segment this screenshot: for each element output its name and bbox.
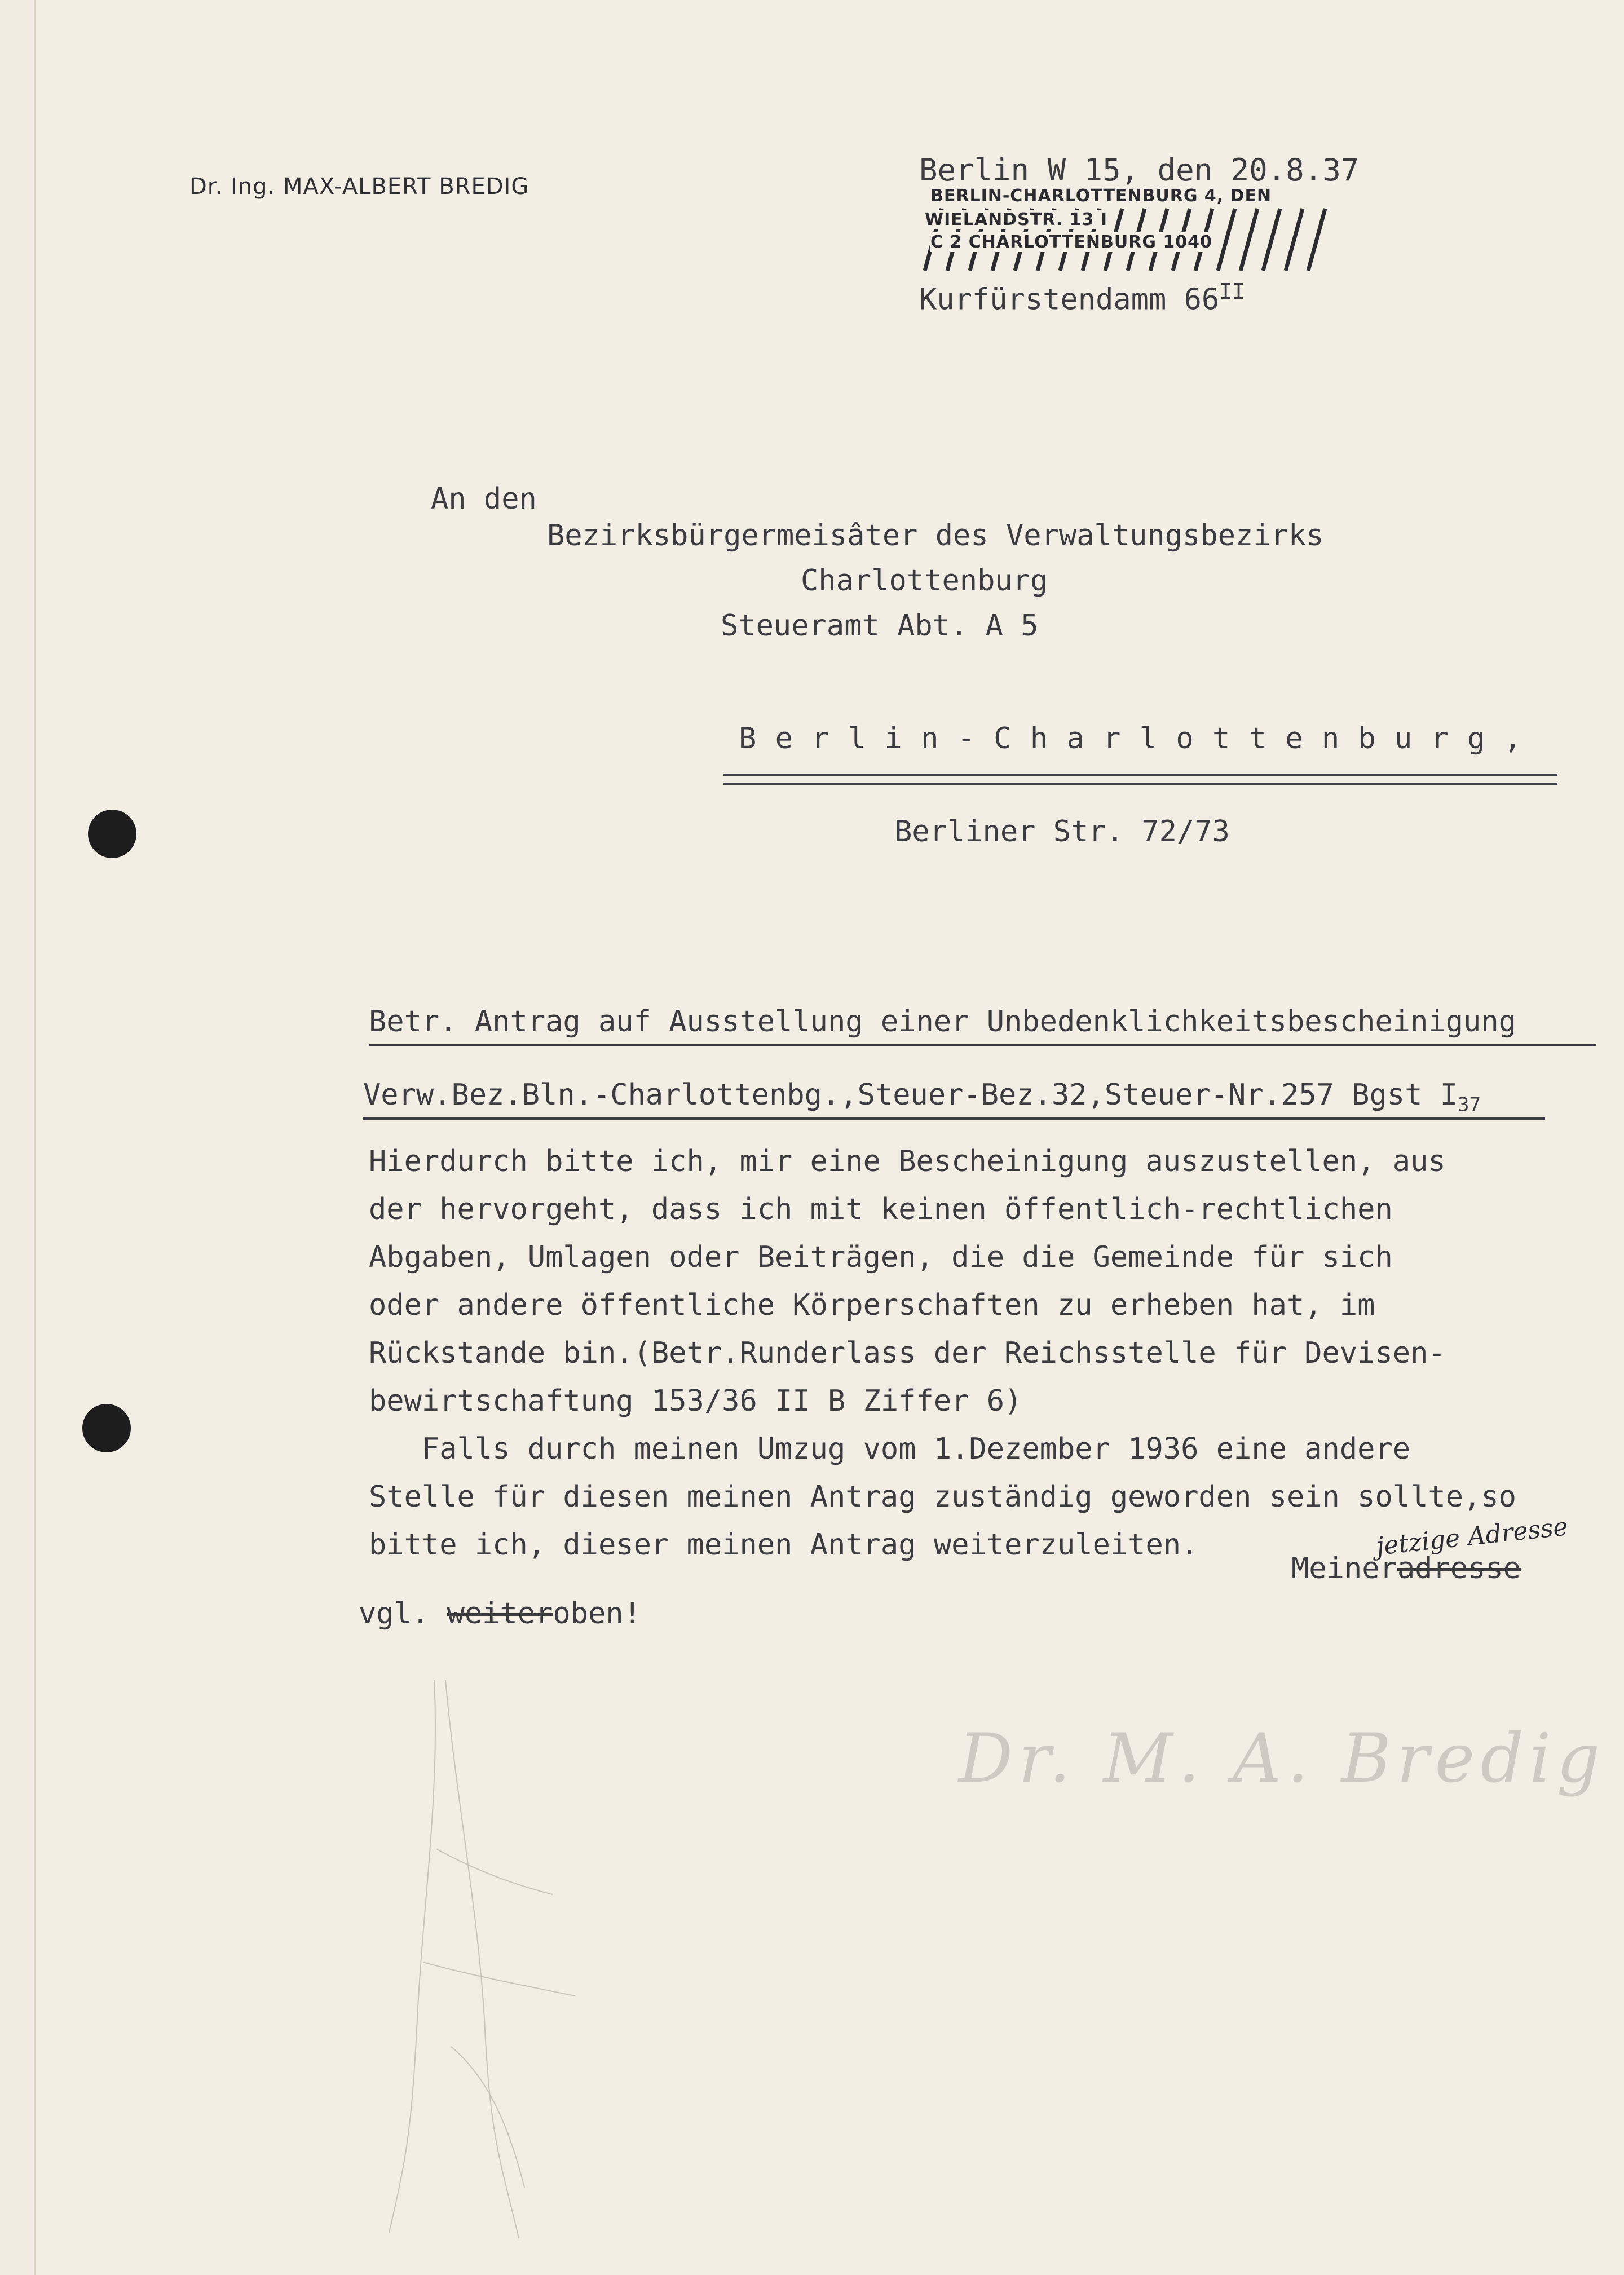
body-line: oder andere öffentliche Körperschaften zu erheben hat, im xyxy=(369,1288,1375,1322)
subject-line-2-text: Verw.Bez.Bln.-Charlottenbg.,Steuer-Bez.32,Steuer-Nr.257 Bgst I xyxy=(363,1078,1458,1112)
subject-line-2 xyxy=(363,1078,1481,1116)
punch-hole xyxy=(88,810,136,858)
subject-underline-2 xyxy=(363,1117,1545,1120)
pencil-sketch xyxy=(338,1680,733,2244)
footer-prefix: vgl. xyxy=(359,1597,447,1631)
new-address-street: Kurfürstendamm 66 xyxy=(919,282,1220,317)
punch-hole xyxy=(82,1404,131,1452)
stamp-line-3: C 2 CHARLOTTENBURG 1040 xyxy=(930,232,1212,252)
body-line: Stelle für diesen meinen Antrag zuständig geworden sein sollte,so xyxy=(369,1480,1516,1514)
recipient-line-3: Charlottenburg xyxy=(801,564,1048,598)
stamp-line-2: WIELANDSTR. 13 I xyxy=(925,210,1108,229)
signature: Dr. M. A. Bredig xyxy=(959,1720,1606,1798)
body-line: bitte ich, dieser meinen Antrag weiterzuleiten. xyxy=(369,1528,1199,1562)
body-line: Hierdurch bitte ich, mir eine Bescheinigung auszustellen, aus xyxy=(369,1145,1446,1178)
recipient-line-1: An den xyxy=(431,482,537,516)
recipient-line-4: Steueramt Abt. A 5 xyxy=(721,609,1039,643)
closing-meiner: Meiner xyxy=(1291,1552,1397,1585)
footer-struck: weiter xyxy=(447,1597,553,1631)
subject-line-2-suffix: 37 xyxy=(1458,1093,1481,1116)
body-line: Rückstande bin.(Betr.Runderlass der Reichsstelle für Devisen- xyxy=(369,1336,1446,1370)
footer-suffix: oben! xyxy=(553,1597,641,1631)
recipient-city: B e r l i n - C h a r l o t t e n b u r g , xyxy=(739,722,1522,756)
subject-line-1: Betr. Antrag auf Ausstellung einer Unbedenklichkeitsbescheinigung xyxy=(369,1005,1516,1039)
new-address-floor: II xyxy=(1219,279,1245,304)
closing-line xyxy=(1291,1552,1521,1585)
subject-underline-1 xyxy=(369,1044,1596,1046)
body-line: bewirtschaftung 153/36 II B Ziffer 6) xyxy=(369,1384,1022,1418)
date-line: Berlin W 15, den 20.8.37 xyxy=(919,152,1360,188)
paper-sheet xyxy=(34,0,1624,2275)
recipient-street: Berliner Str. 72/73 xyxy=(894,815,1230,849)
body-line: der hervorgeht, dass ich mit keinen öffentlich-rechtlichen xyxy=(369,1192,1393,1226)
letterhead-name: Dr. Ing. MAX-ALBERT BREDIG xyxy=(189,174,529,200)
struck-word: adresse xyxy=(1397,1552,1521,1585)
body-line: Falls durch meinen Umzug vom 1.Dezember 1936 eine andere xyxy=(369,1432,1411,1466)
new-address xyxy=(919,279,1245,316)
footer-line xyxy=(359,1597,641,1631)
recipient-line-2: Bezirksbürgermeisâter des Verwaltungsbezirks xyxy=(547,519,1324,553)
stamp-line-1: BERLIN-CHARLOTTENBURG 4, DEN xyxy=(930,186,1272,206)
handwritten-correction: jetzige Adresse xyxy=(1375,1512,1569,1561)
body-line: Abgaben, Umlagen oder Beiträgen, die die Gemeinde für sich xyxy=(369,1240,1393,1274)
